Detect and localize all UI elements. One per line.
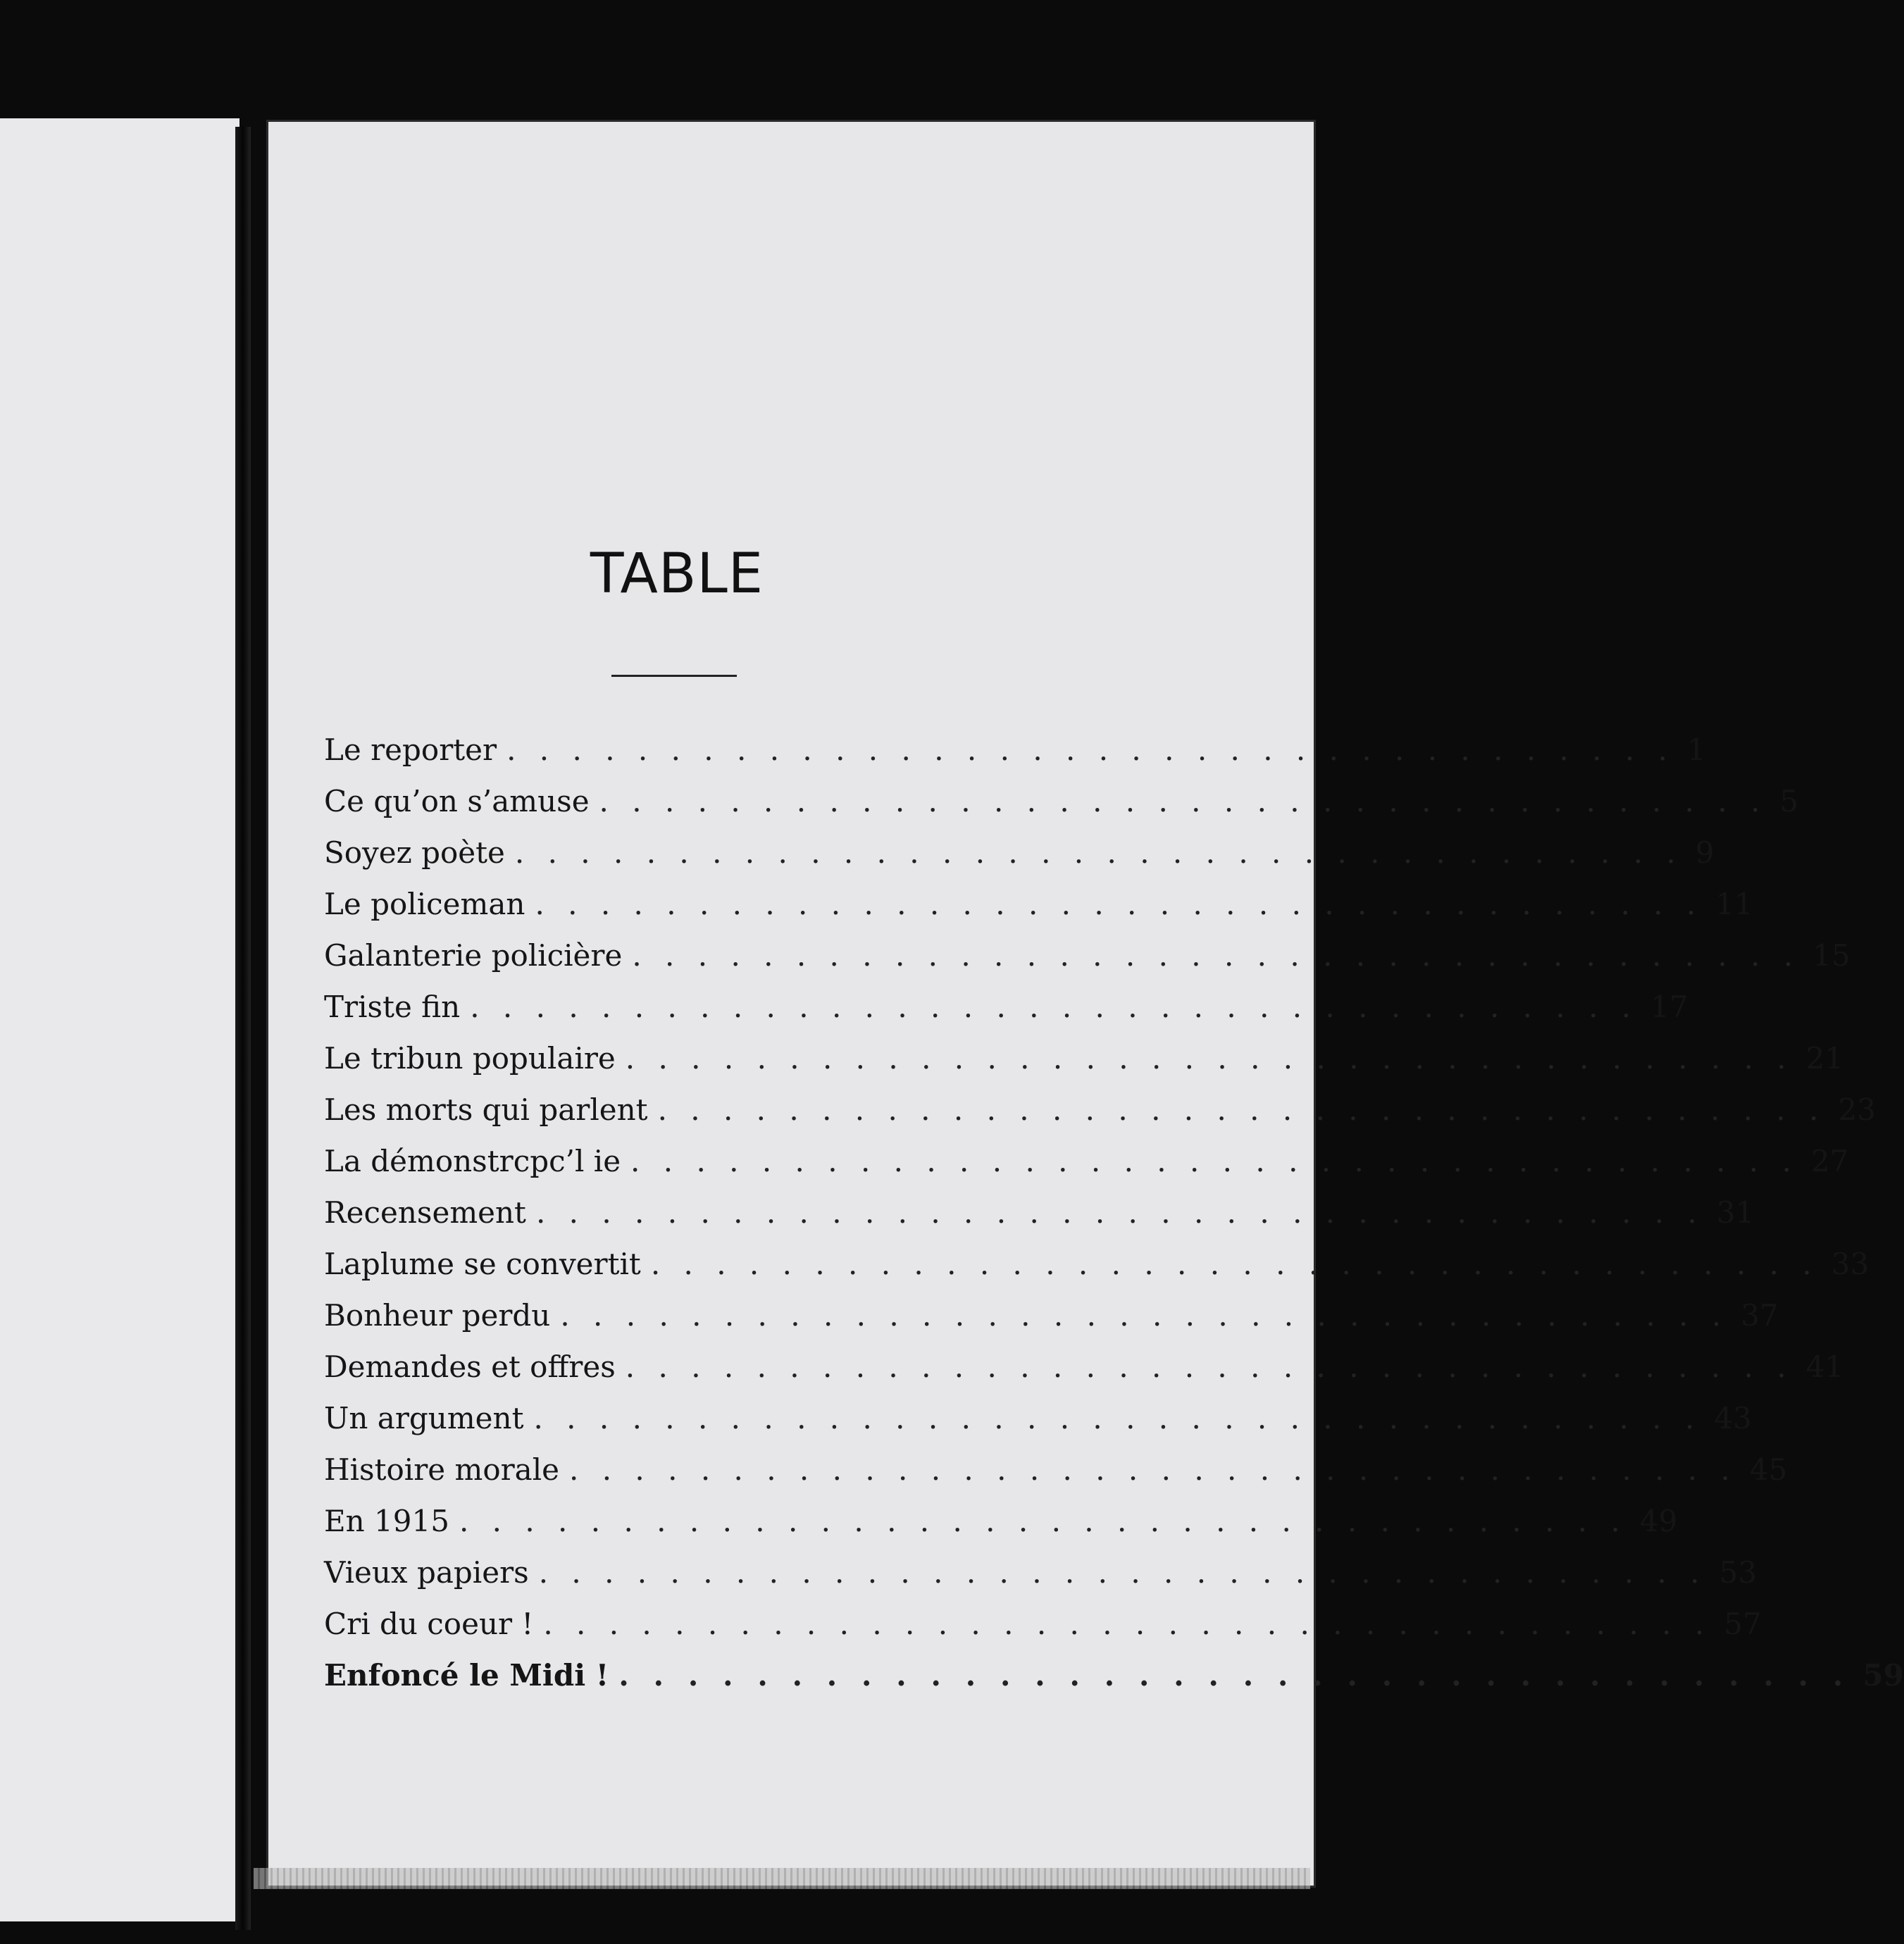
- toc-page-number: 59: [1862, 1658, 1904, 1693]
- dot-leader: . . . . . . . . . . . . . . . . . . . . . . . . . . . . . . . . . . . .: [650, 1247, 1819, 1281]
- toc-entry-title: Histoire morale: [324, 1452, 560, 1487]
- table-of-contents: [324, 733, 1904, 1709]
- dot-leader: . . . . . . . . . . . . . . . . . . . . . . . . . . . . . . . . . . . .: [506, 733, 1674, 767]
- toc-page-number: 53: [1719, 1555, 1757, 1590]
- toc-page-number: 57: [1724, 1607, 1762, 1641]
- toc-entry-title: Enfoncé le Midi !: [324, 1658, 609, 1693]
- toc-entry-title: Cri du coeur !: [324, 1607, 534, 1641]
- toc-page-number: 1: [1687, 733, 1706, 767]
- toc-entry: [324, 990, 1688, 1041]
- toc-entry: [324, 1607, 1762, 1658]
- toc-page-number: 21: [1805, 1041, 1844, 1076]
- page-title: TABLE: [590, 542, 764, 606]
- toc-entry-title: Le policeman: [324, 887, 525, 921]
- toc-entry-title: La démonstrcpc’l ie: [324, 1144, 621, 1178]
- dot-leader: . . . . . . . . . . . . . . . . . . . . . . . . . . . . . . . . . . . .: [618, 1658, 1850, 1693]
- toc-page-number: 9: [1695, 835, 1715, 870]
- toc-entry: [324, 1195, 1755, 1247]
- dot-leader: . . . . . . . . . . . . . . . . . . . . . . . . . . . . . . . . . . . .: [514, 835, 1683, 870]
- title-rule: [611, 675, 737, 677]
- toc-page-number: 23: [1838, 1092, 1876, 1127]
- dot-leader: . . . . . . . . . . . . . . . . . . . . . . . . . . . . . . . . . . . .: [630, 1144, 1798, 1178]
- toc-entry: [324, 733, 1706, 784]
- dot-leader: . . . . . . . . . . . . . . . . . . . . . . . . . . . . . . . . . . . .: [538, 1555, 1707, 1590]
- toc-page-number: 37: [1741, 1298, 1779, 1333]
- toc-entry: [324, 1298, 1779, 1350]
- dot-leader: . . . . . . . . . . . . . . . . . . . . . . . . . . . . . . . . . . . .: [459, 1504, 1627, 1538]
- toc-page-number: 5: [1779, 784, 1799, 818]
- toc-entry-title: Le tribun populaire: [324, 1041, 616, 1076]
- dot-leader: . . . . . . . . . . . . . . . . . . . . . . . . . . . . . . . . . . . .: [535, 887, 1703, 921]
- toc-entry-title: Le reporter: [324, 733, 497, 767]
- toc-entry-title: Demandes et offres: [324, 1350, 616, 1384]
- toc-page-number: 43: [1714, 1401, 1752, 1435]
- toc-entry-title: Les morts qui parlent: [324, 1092, 648, 1127]
- page-edge: [254, 1868, 1310, 1889]
- toc-entry-title: Un argument: [324, 1401, 524, 1435]
- toc-entry: [324, 835, 1715, 887]
- dot-leader: . . . . . . . . . . . . . . . . . . . . . . . . . . . . . . . . . . . .: [632, 938, 1800, 973]
- toc-entry: [324, 1092, 1876, 1144]
- dot-leader: . . . . . . . . . . . . . . . . . . . . . . . . . . . . . . . . . . . .: [599, 784, 1767, 818]
- left-page: [0, 118, 239, 1921]
- dot-leader: . . . . . . . . . . . . . . . . . . . . . . . . . . . . . . . . . . . .: [657, 1092, 1826, 1127]
- toc-entry: [324, 1041, 1844, 1092]
- toc-entry-title: Soyez poète: [324, 835, 505, 870]
- dot-leader: . . . . . . . . . . . . . . . . . . . . . . . . . . . . . . . . . . . .: [535, 1195, 1704, 1230]
- book-spine: [235, 127, 251, 1930]
- toc-entry: [324, 1658, 1904, 1709]
- toc-page-number: 27: [1810, 1144, 1849, 1178]
- toc-entry: [324, 938, 1850, 990]
- dot-leader: . . . . . . . . . . . . . . . . . . . . . . . . . . . . . . . . . . . .: [543, 1607, 1712, 1641]
- toc-page-number: 45: [1749, 1452, 1788, 1487]
- dot-leader: . . . . . . . . . . . . . . . . . . . . . . . . . . . . . . . . . . . .: [625, 1350, 1793, 1384]
- toc-entry-title: En 1915: [324, 1504, 449, 1538]
- toc-entry-title: Bonheur perdu: [324, 1298, 551, 1333]
- dot-leader: . . . . . . . . . . . . . . . . . . . . . . . . . . . . . . . . . . . .: [560, 1298, 1729, 1333]
- dot-leader: . . . . . . . . . . . . . . . . . . . . . . . . . . . . . . . . . . . .: [470, 990, 1638, 1024]
- toc-page-number: 41: [1805, 1350, 1844, 1384]
- toc-page-number: 15: [1812, 938, 1850, 973]
- toc-entry: [324, 1401, 1752, 1452]
- toc-entry-title: Triste fin: [324, 990, 461, 1024]
- toc-page-number: 31: [1716, 1195, 1755, 1230]
- toc-entry: [324, 1144, 1849, 1195]
- toc-page-number: 49: [1639, 1504, 1678, 1538]
- toc-page-number: 33: [1831, 1247, 1869, 1281]
- dot-leader: . . . . . . . . . . . . . . . . . . . . . . . . . . . . . . . . . . . .: [533, 1401, 1702, 1435]
- toc-entry: [324, 1452, 1788, 1504]
- toc-entry: [324, 1555, 1757, 1607]
- toc-entry-title: Galanterie policière: [324, 938, 623, 973]
- dot-leader: . . . . . . . . . . . . . . . . . . . . . . . . . . . . . . . . . . . .: [569, 1452, 1737, 1487]
- toc-page-number: 17: [1650, 990, 1688, 1024]
- toc-entry-title: Ce qu’on s’amuse: [324, 784, 590, 818]
- toc-entry: [324, 1504, 1678, 1555]
- toc-entry-title: Vieux papiers: [324, 1555, 529, 1590]
- toc-entry: [324, 887, 1753, 938]
- dot-leader: . . . . . . . . . . . . . . . . . . . . . . . . . . . . . . . . . . . .: [625, 1041, 1793, 1076]
- toc-page-number: 11: [1715, 887, 1753, 921]
- toc-entry-title: Laplume se convertit: [324, 1247, 641, 1281]
- toc-entry: [324, 1247, 1869, 1298]
- toc-entry-title: Recensement: [324, 1195, 526, 1230]
- toc-entry: [324, 784, 1799, 835]
- toc-entry: [324, 1350, 1844, 1401]
